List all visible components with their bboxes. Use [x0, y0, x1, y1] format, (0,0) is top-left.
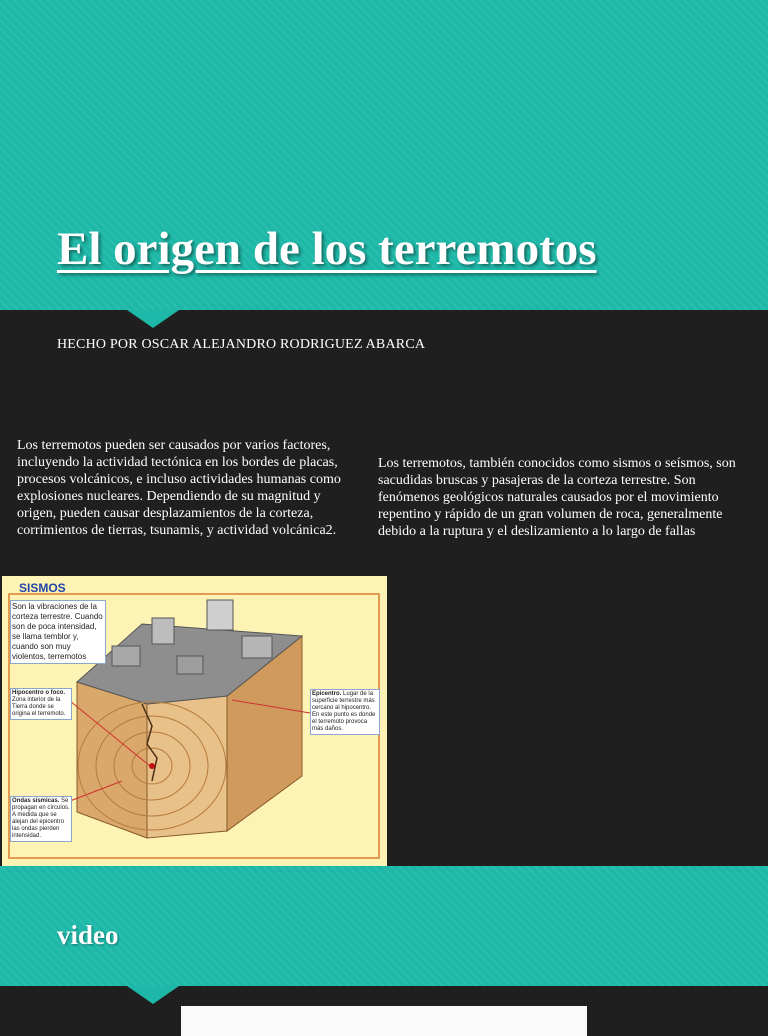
hipocentro-box: [10, 688, 72, 720]
earthquake-diagram-image: [2, 576, 387, 866]
diagram-title: SISMOS: [19, 581, 66, 595]
diagram-intro-text: Son la vibraciones de la corteza terrestre. Cuando son de poca intensidad, se llama temblor y, cuando son muy violentos, terremotos: [12, 602, 103, 661]
ondas-box: [10, 796, 72, 842]
hipocentro-text: Zona interior de la Tierra donde se origina el terremoto.: [12, 697, 66, 717]
causes-paragraph: Los terremotos pueden ser causados por varios factores, incluyendo la actividad tectónica en los bordes de placas, procesos volcánicos, e incluso actividades humanas como explosiones nucleares. Dependiendo de su magnitud y origen, pueden causar desplazamientos de la corteza, corrimientos de tierras, tsunamis, y actividad volcánica2.: [17, 438, 341, 538]
definition-paragraph: Los terremotos, también conocidos como sismos o seísmos, son sacudidas bruscas y pasajeras de la corteza terrestre. Son fenómenos geológicos naturales causados por el movimiento repentino y rápido de un gran volumen de roca, generalmente debido a la ruptura y el deslizamiento a lo largo de fallas: [378, 456, 736, 539]
ondas-text: Se propagan en círculos. A medida que se alejan del epicentro las ondas pierden intensidad.: [12, 798, 70, 839]
epicentro-box: [310, 689, 380, 735]
epicentro-label: Epicentro.: [312, 691, 342, 697]
diagram-intro-box: [10, 600, 106, 664]
video-divider-notch: [127, 986, 179, 1004]
slide-title: El origen de los terremotos: [57, 223, 597, 275]
video-player[interactable]: [181, 1006, 587, 1036]
divider-notch: [127, 310, 179, 328]
author-line: HECHO POR OSCAR ALEJANDRO RODRIGUEZ ABARCA: [57, 337, 426, 352]
video-section-title: video: [57, 920, 119, 950]
ondas-label: Ondas sísmicas.: [12, 798, 60, 804]
epicentro-text: Lugar de la superficie terrestre más cercano al hipocentro. En este punto es donde el terremoto provoca más daños.: [312, 691, 376, 732]
hipocentro-label: Hipocentro o foco.: [12, 690, 65, 696]
